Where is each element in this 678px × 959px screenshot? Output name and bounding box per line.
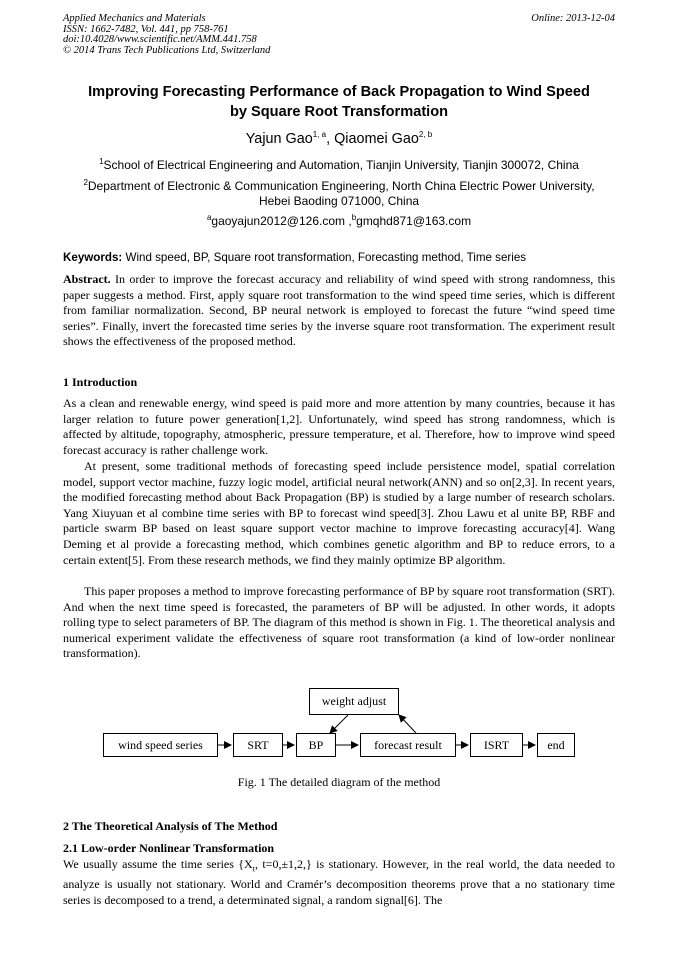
section-2-text-b: , t=0,±1,2,} is stationary. However, in the real world, the data needed to analyze is usually not stationary. World and Cramér’s decomposition theorems prove that a no stationary time series is decomposed to a trend, a determinated signal, a random signal[6]. The xyxy=(63,857,615,907)
affiliation-2-line-1: Department of Electronic & Communication Engineering, North China Electric Power University, xyxy=(87,179,595,193)
email-a-sup: a xyxy=(206,213,212,222)
copyright-line: © 2014 Trans Tech Publications Ltd, Switzerland xyxy=(63,44,271,56)
intro-paragraph-1: As a clean and renewable energy, wind speed is paid more and more attention by many countries, because it has larger relation to future power generation[1,2]. Unfortunately, wind speed has strong randomness, which is affected by altitude, topography, atmospheric, pressure temperature, et al. Therefore, how to improve wind speed forecast accuracy is rather challenge work. xyxy=(63,396,615,457)
arrow-forecast-to-weight xyxy=(399,715,416,733)
affiliation-1-text: School of Electrical Engineering and Automation, Tianjin University, Tianjin 300072, China xyxy=(103,158,579,172)
author-1: Yajun Gao xyxy=(245,131,313,147)
figure-caption: Fig. 1 The detailed diagram of the method xyxy=(237,775,441,789)
online-date: Online: 2013-12-04 xyxy=(531,13,615,24)
bp-box: BP xyxy=(296,733,336,757)
author-sep: , xyxy=(326,131,335,147)
author-2: Qiaomei Gao xyxy=(334,131,419,147)
issn-line: ISSN: 1662-7482, Vol. 441, pp 758-761 xyxy=(63,23,229,35)
srt-box: SRT xyxy=(233,733,283,757)
forecast-result-box: forecast result xyxy=(360,733,456,757)
author-1-sup: 1, a xyxy=(312,130,327,140)
section-1-heading: 1 Introduction xyxy=(63,375,138,389)
section-2-text-a: We usually assume the time series {X xyxy=(63,857,253,871)
wind-speed-series-box: wind speed series xyxy=(103,733,218,757)
section-2-1-heading: 2.1 Low-order Nonlinear Transformation xyxy=(63,841,275,855)
email-a: gaoyajun2012@126.com xyxy=(211,214,346,228)
weight-adjust-box: weight adjust xyxy=(309,688,399,715)
keywords-label: Keywords: xyxy=(63,251,123,264)
affiliation-2-line-2: Hebei Baoding 071000, China xyxy=(258,194,420,208)
isrt-box: ISRT xyxy=(470,733,523,757)
doi-line: doi:10.4028/www.scientific.net/AMM.441.758 xyxy=(63,34,257,45)
keywords-text: Wind speed, BP, Square root transformation, Forecasting method, Time series xyxy=(122,251,527,264)
section-2-paragraph xyxy=(63,857,615,908)
intro-paragraph-2: At present, some traditional methods of forecasting speed include persistence model, spatial correlation model, support vector machine, fuzzy logic model, artificial neural network(ANN) and so on[2,3]. In recent years, the modified forecasting method about Back Propagation (BP) is studied by a large number of research scholars. Yang Xiuyuan et al combine time series with BP to forecast wind speed[3]. Zhou Lawu et al unite BP, RBF and particle swarm BP based on least square support vector machine to improve forecasting accuracy[4]. Wang Deming et al provide a forecasting method, which combines genetic algorithm and BP to reduce errors, to a certain extent[5]. From these research methods, we find they mainly optimize BP algorithm. xyxy=(63,459,615,567)
affiliation-1-sup: 1 xyxy=(99,157,104,166)
title-line-2: by Square Root Transformation xyxy=(229,104,449,120)
author-2-sup: 2, b xyxy=(418,130,433,140)
abstract-text: In order to improve the forecast accuracy and reliability of wind speed with strong randomness, this paper suggests a method. First, apply square root transformation to the wind speed time series, which is different from familiar normalization. Second, BP neural network is employed to forecast the future “wind speed time series”. Finally, invert the forecasted time series by the inverse square root transformation. The experiment result shows the effectiveness of the proposed method. xyxy=(63,272,615,349)
end-box: end xyxy=(537,733,575,757)
section-2-subscript: t xyxy=(252,864,255,874)
email-sep: , xyxy=(345,214,352,228)
title-line-1: Improving Forecasting Performance of Back Propagation to Wind Speed xyxy=(88,84,590,100)
email-b-sup: b xyxy=(351,213,357,222)
affiliation-2-sup: 2 xyxy=(83,178,88,187)
arrow-weight-to-bp xyxy=(330,715,348,733)
section-2-heading: 2 The Theoretical Analysis of The Method xyxy=(63,819,278,833)
email-b: gmqhd871@163.com xyxy=(356,214,472,228)
intro-paragraph-3: This paper proposes a method to improve forecasting performance of BP by square root transformation (SRT). And when the next time speed is forecasted, the parameters of BP will be adjusted. In other words, it adopts rolling type to select parameters of BP. The diagram of this method is shown in Fig. 1. The theoretical analysis and numerical experiment validate the effectiveness of square root transformation (a kind of low-order nonlinear transformation). xyxy=(63,584,615,661)
journal-name: Applied Mechanics and Materials xyxy=(63,13,206,24)
abstract-label: Abstract. xyxy=(63,272,111,286)
